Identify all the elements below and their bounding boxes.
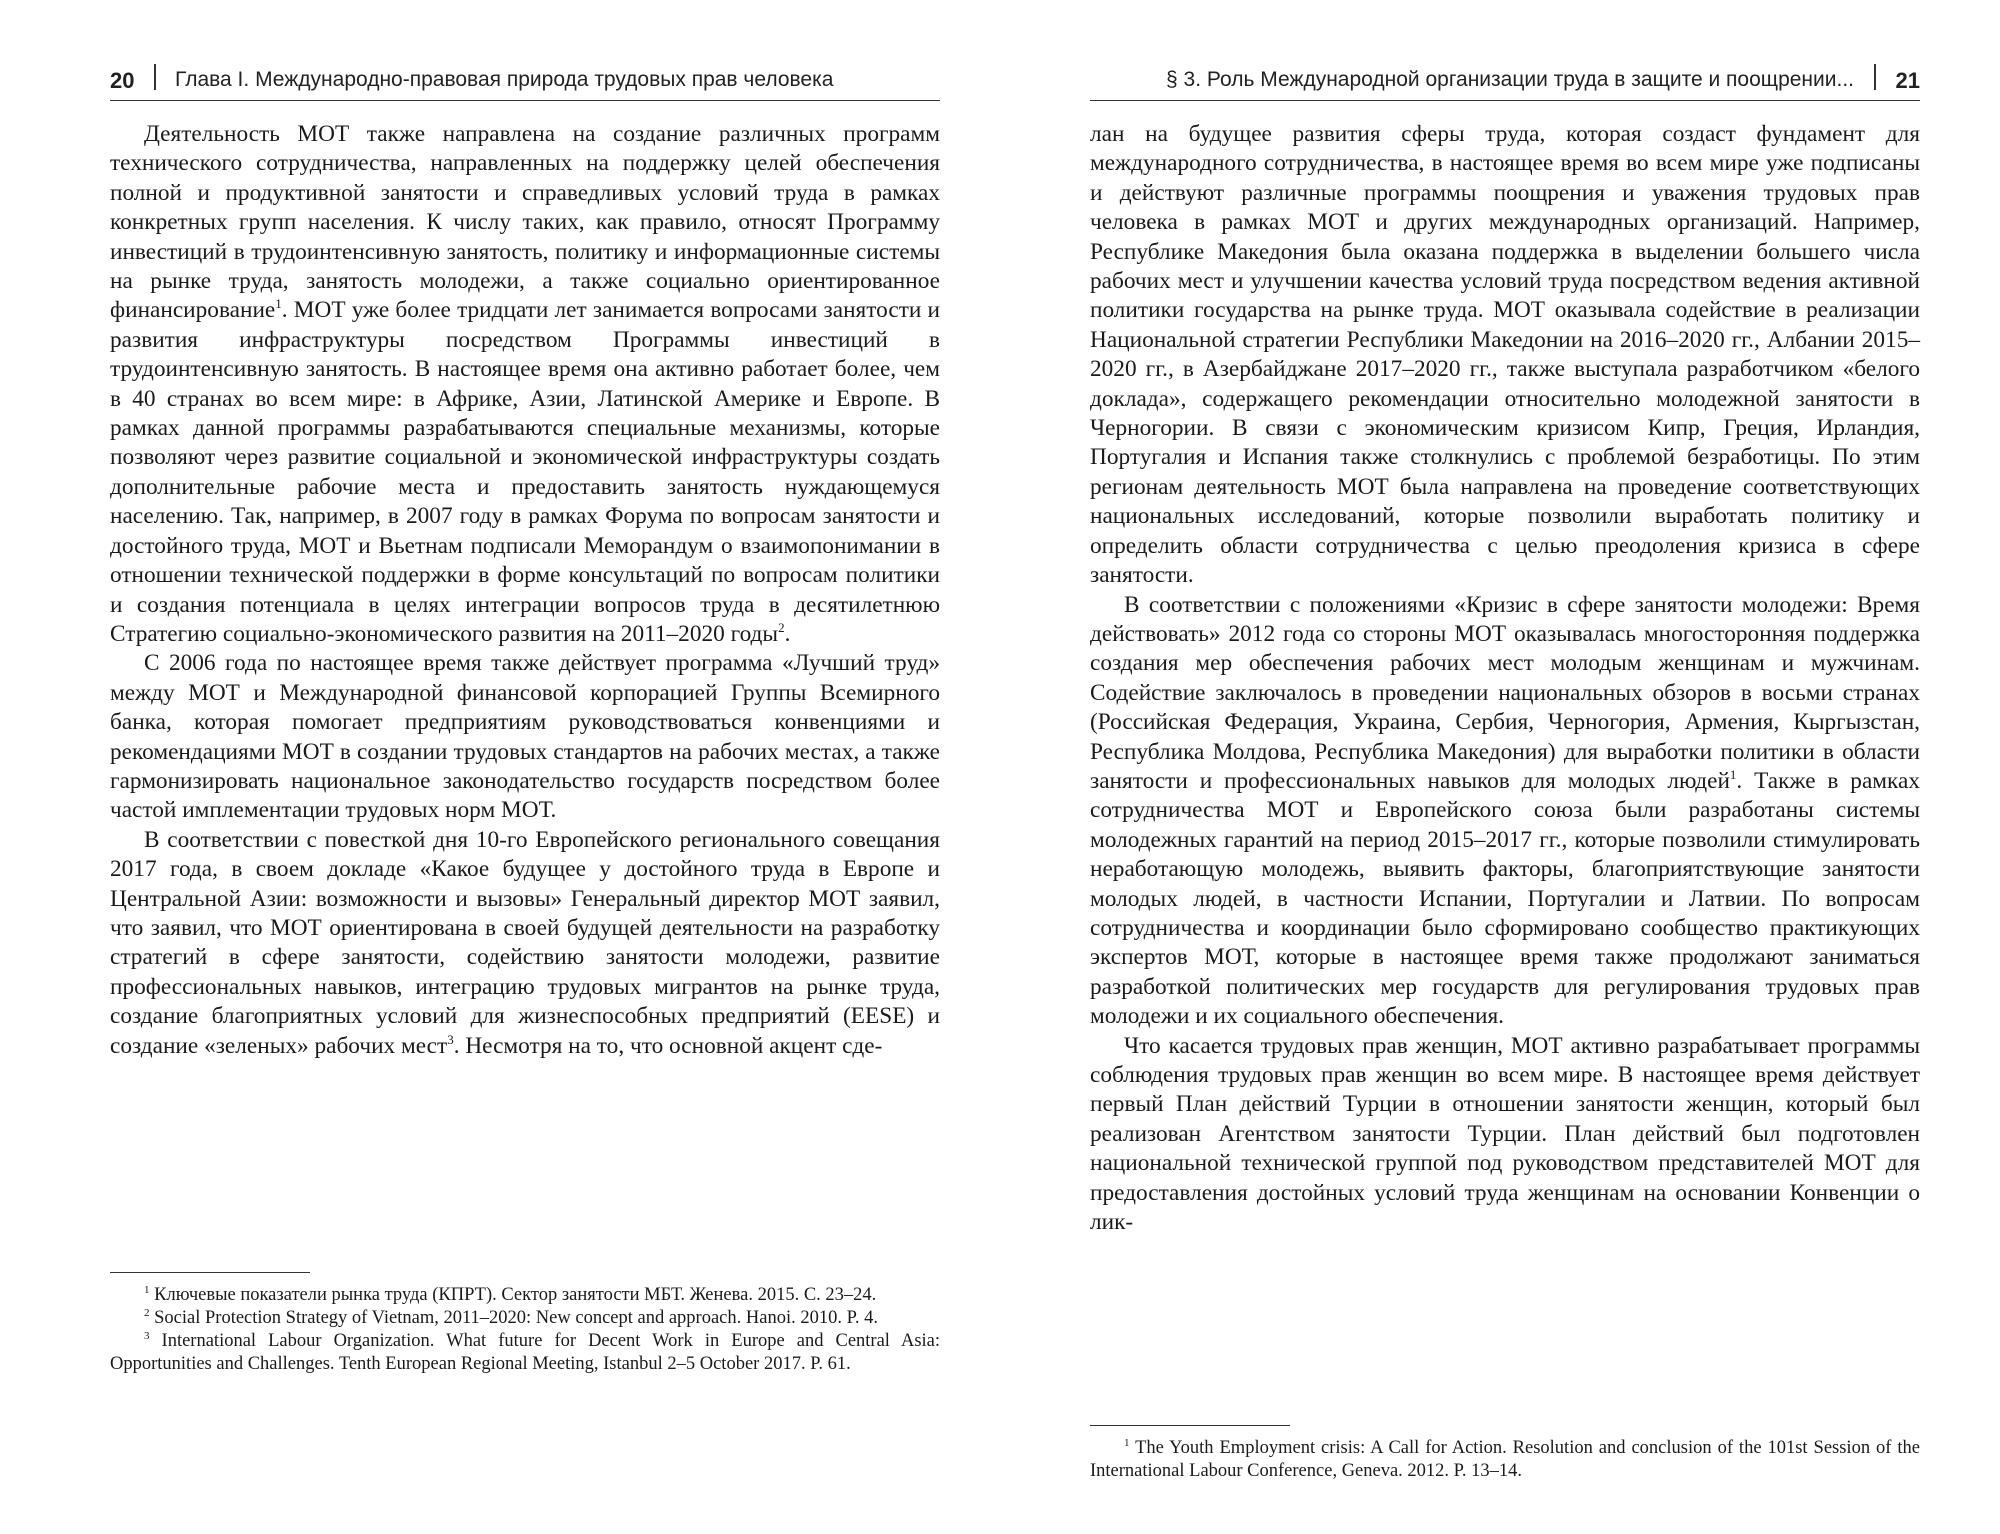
left-p3-tail: . Несмотря на то, что основной акцент сде- [453, 1032, 883, 1059]
right-footnote-1 [1090, 1437, 1920, 1483]
right-footnote-mark-1: 1 [1124, 1436, 1130, 1449]
left-p1-tail: . МОТ уже более тридцати лет занимается вопросами занятости и развития инфраструктуры посредством Программы инвестиций в трудоинтенсивную занятость. В настоящее время она активно работает более, чем в 40 странах во всем мире: в Африке, Азии, Латинской Америке и Европе. В рамках данной программы разрабатываются специальные механизмы, которые позволяют через развитие социальной и экономической инфраструктуры создать дополнительные рабочие места и предоставить занятость нуждающемуся населению. Так, например, в 2007 году в рамках Форума по вопросам занятости и достойного труда, МОТ и Вьетнам подписали Меморандум о взаимопонимании в отношении технической поддержки в форме консультаций по вопросам политики и создания потенциала в целях интеграции вопросов труда в десятилетнюю Стратегию социально-экономического развития на 2011–2020 годы [110, 297, 940, 647]
right-footnote-1-text: The Youth Employment crisis: A Call for Action. Resolution and conclusion of the 101st Session of the International Labour Conference, Geneva. 2012. P. 13–14. [1090, 1438, 1920, 1481]
right-running-head: § 3. Роль Международной организации труда в защите и поощрении... [1166, 68, 1854, 91]
left-p1-tail2: . [784, 620, 791, 647]
left-p2-text: С 2006 года по настоящее время также действует программа «Лучший труд» между МОТ и Международной финансовой корпорацией Группы Всемирного банка, которая помогает предприятиям руководствоваться конвенциями и рекомендациями МОТ в создании трудовых стандартов на рабочих местах, а также гармонизировать национальное законодательство государств посредством более частой имплементации трудовых норм МОТ. [110, 650, 940, 824]
left-running-header [110, 62, 940, 102]
right-p2-tail: . Также в рамках сотрудничества МОТ и Европейского союза были разработаны системы молодежных гарантий на период 2015–2017 гг., которые позволили стимулировать неработающую молодежь, выявить факторы, благоприятствующие занятости молодых людей, в частности Испании, Португалии и Латвии. По вопросам сотрудничества и координации было сформировано сообщество практикующих экспертов МОТ, которые в настоящее время также продолжают заниматься разработкой политических мер государств для регулирования трудовых прав молодежи и их социального обеспечения. [1090, 767, 1920, 1030]
right-header-rule [1090, 100, 1920, 101]
right-running-header [1090, 62, 1920, 102]
right-page [1090, 0, 1920, 1534]
right-footnotes [1090, 1437, 1920, 1483]
right-p3-text: Что касается трудовых прав женщин, МОТ активно разрабатывает программы соблюдения трудовых прав женщин во всем мире. В настоящее время действует первый План действий Турции в отношении занятости женщин, который был реализован Агентством занятости Турции. План действий был подготовлен национальной технической группой под руководством представителей МОТ для предоставления достойных условий труда женщинам на основании Конвенции о лик- [1090, 1032, 1920, 1236]
left-p1-text: Деятельность МОТ также направлена на создание различных программ технического сотрудничества, направленных на поддержку целей обеспечения полной и продуктивной занятости и справедливых условий труда в рамках конкретных групп населения. К числу таких, как правило, относят Программу инвестиций в трудоинтенсивную занятость, политику и информационные системы на рынке труда, занятость молодежи, а также социально ориентированное финансирование [110, 121, 940, 324]
left-paragraph-3 [110, 826, 940, 1061]
left-header-rule [110, 100, 940, 101]
left-paragraph-2 [110, 649, 940, 825]
left-footnote-rule [110, 1272, 310, 1273]
right-paragraph-2 [1090, 591, 1920, 1032]
left-header-separator [154, 64, 156, 90]
left-footnote-1 [110, 1284, 940, 1307]
footnote-ref-2: 2 [778, 620, 785, 636]
left-paragraph-1 [110, 120, 940, 649]
right-header-separator [1874, 64, 1876, 90]
left-page [110, 0, 940, 1534]
left-footnote-3 [110, 1330, 940, 1376]
footnote-ref-1: 1 [275, 296, 282, 312]
left-footnotes [110, 1284, 940, 1376]
right-page-number: 21 [1895, 68, 1920, 93]
footnote-mark-1: 1 [144, 1283, 150, 1296]
left-page-number: 20 [110, 68, 135, 93]
left-footnote-1-text: Ключевые показатели рынка труда (КПРТ). Сектор занятости МБТ. Женева. 2015. С. 23–24. [154, 1285, 877, 1305]
left-p3-text: В соответствии с повесткой дня 10-го Европейского регионального совещания 2017 года, в своем докладе «Какое будущее у достойного труда в Европе и Центральной Азии: возможности и вызовы» Генеральный директор МОТ заявил, что заявил, что МОТ ориентирована в своей будущей деятельности на разработку стратегий в сфере занятости, содействию занятости молодежи, развитие профессиональных навыков, интеграцию трудовых мигрантов на рынке труда, создание благоприятных условий для жизнеспособных предприятий (EESE) и создание «зеленых» рабочих мест [110, 826, 940, 1059]
footnote-mark-2: 2 [144, 1306, 150, 1319]
left-footnote-2-text: Social Protection Strategy of Vietnam, 2011–2020: New concept and approach. Hanoi. 2010. P. 4. [154, 1308, 878, 1328]
right-footnote-rule [1090, 1425, 1290, 1426]
right-p1-text: лан на будущее развития сферы труда, которая создаст фундамент для международного сотрудничества, в настоящее время во всем мире уже подписаны и действуют различные программы поощрения и уважения трудовых прав человека в рамках МОТ и других международных организаций. Например, Республике Македония была оказана поддержка в выделении большего числа рабочих мест и улучшении качества условий труда посредством ведения активной политики государства на рынке труда. МОТ оказывала содействие в реализации Национальной стратегии Республики Македонии на 2016–2020 гг., Албании 2015–2020 гг., в Азербайджане 2017–2020 гг., также выступала разработчиком «белого доклада», содержащего рекомендации относительно молодежной занятости в Черногории. В связи с экономическим кризисом Кипр, Греция, Ирландия, Португалия и Испания также столкнулись с проблемой безработицы. По этим регионам деятельность МОТ была направлена на проведение соответствующих национальных исследований, которые позволили выработать политику и определить области сотрудничества с целью преодоления кризиса в сфере занятости. [1090, 121, 1920, 589]
left-footnote-3-text: International Labour Organization. What future for Decent Work in Europe and Central Asia: Opportunities and Challenges. Tenth European Regional Meeting, Istanbul 2–5 October 2017. P. 61. [110, 1331, 941, 1374]
footnote-ref-3: 3 [447, 1031, 454, 1047]
left-body-text [110, 120, 940, 1061]
footnote-mark-3: 3 [144, 1329, 150, 1342]
right-body-text [1090, 120, 1920, 1237]
left-footnote-2 [110, 1307, 940, 1330]
right-footnote-ref-1: 1 [1729, 767, 1737, 783]
left-running-head: Глава I. Международно-правовая природа трудовых прав человека [175, 68, 834, 91]
right-paragraph-1 [1090, 120, 1920, 591]
right-p2-text: В соответствии с положениями «Кризис в сфере занятости молодежи: Время действовать» 2012 года со стороны МОТ оказывалась многосторонняя поддержка создания мер обеспечения рабочих мест молодым женщинам и мужчинам. Содействие заключалось в проведении национальных обзоров в восьми странах (Российская Федерация, Украина, Сербия, Черногория, Армения, Кыргызстан, Республика Молдова, Республика Македония) для выработки политики в области занятости и профессиональных навыков для молодых людей [1090, 591, 1920, 794]
right-paragraph-3 [1090, 1032, 1920, 1238]
